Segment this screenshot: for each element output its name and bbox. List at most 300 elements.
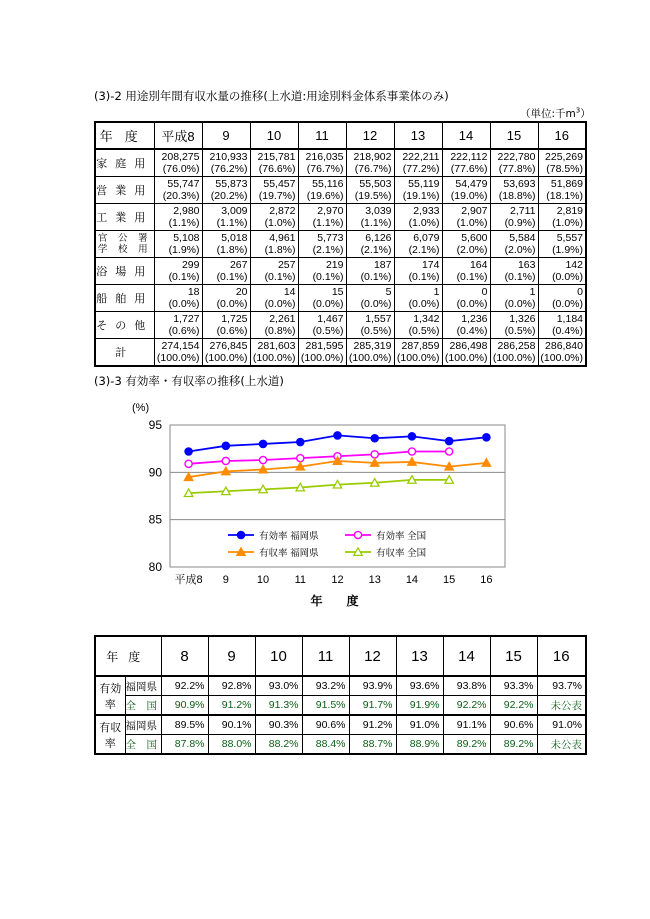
table-row <box>95 177 586 204</box>
table-cell <box>538 339 586 367</box>
cell-percent: (0.5%) <box>408 325 440 337</box>
table-cell <box>154 204 202 231</box>
cell-value: 1,342 <box>413 313 440 325</box>
cell-value: 1,326 <box>509 313 536 325</box>
cell-value: 225,269 <box>545 151 583 163</box>
cell-value: 4,961 <box>269 232 296 244</box>
header-year: 14 <box>442 122 490 149</box>
cell-value: 1,725 <box>221 313 248 325</box>
cell-value: 55,116 <box>312 178 344 190</box>
efficiency-table <box>94 635 587 755</box>
table-cell <box>394 177 442 204</box>
table-cell <box>346 285 394 312</box>
header-year: 12 <box>349 636 396 676</box>
table-cell: 92.2% <box>443 696 490 716</box>
cell-value: 54,479 <box>455 178 488 190</box>
table-row <box>95 204 586 231</box>
cell-percent: (1.1%) <box>216 217 248 229</box>
table-cell <box>394 285 442 312</box>
cell-percent: (1.1%) <box>168 217 200 229</box>
cell-value: 299 <box>181 259 200 271</box>
table-cell: 90.6% <box>302 715 349 735</box>
data-point <box>259 440 266 447</box>
row-label: 計 <box>95 339 154 367</box>
header-year: 13 <box>394 122 442 149</box>
header-year: 11 <box>302 636 349 676</box>
x-tick-label: 11 <box>294 574 306 586</box>
row-label: その他 <box>95 312 154 339</box>
table-cell <box>154 285 202 312</box>
table-cell: 91.3% <box>255 696 302 716</box>
cell-percent: (0.1%) <box>216 271 248 283</box>
cell-value: 1,184 <box>556 313 583 325</box>
cell-percent: (0.0%) <box>456 298 488 310</box>
cell-value: 55,873 <box>215 178 248 190</box>
cell-percent: (2.0%) <box>456 244 488 256</box>
cell-value: 55,747 <box>167 178 200 190</box>
table-cell <box>442 312 490 339</box>
y-tick-label: 90 <box>148 465 162 480</box>
cell-percent: (18.8%) <box>498 190 536 202</box>
table-cell <box>490 339 538 367</box>
data-point <box>371 451 378 458</box>
cell-value: 210,933 <box>209 151 248 163</box>
cell-value: 0 <box>577 286 583 298</box>
y-tick-label: 80 <box>148 560 162 574</box>
cell-percent: (2.1%) <box>312 244 344 256</box>
cell-percent: (19.5%) <box>354 190 392 202</box>
cell-value: 164 <box>469 259 488 271</box>
table-cell <box>394 258 442 285</box>
cell-value: 2,907 <box>461 205 488 217</box>
x-tick-label: 16 <box>480 574 493 586</box>
table-cell: 91.2% <box>208 696 255 716</box>
cell-percent: (20.2%) <box>210 190 248 202</box>
table-cell <box>298 285 346 312</box>
data-point <box>297 455 304 462</box>
table-cell <box>490 231 538 258</box>
data-point <box>297 438 304 445</box>
data-point <box>334 432 341 439</box>
cell-percent: (1.0%) <box>408 217 440 229</box>
table-cell <box>202 177 250 204</box>
cell-percent: (0.0%) <box>264 298 296 310</box>
table-cell <box>154 258 202 285</box>
data-point <box>222 457 229 464</box>
cell-percent: (76.7%) <box>306 163 344 175</box>
cell-value: 55,119 <box>408 178 440 190</box>
table-cell <box>202 285 250 312</box>
cell-percent: (2.1%) <box>408 244 440 256</box>
table-cell: 91.5% <box>302 696 349 716</box>
data-point <box>446 437 453 444</box>
table-cell <box>298 231 346 258</box>
table-cell: 91.0% <box>396 715 443 735</box>
cell-percent: (100.0%) <box>156 352 200 364</box>
cell-percent: (0.9%) <box>504 217 536 229</box>
x-tick-label: 12 <box>331 574 344 586</box>
table-cell <box>202 312 250 339</box>
cell-percent: (0.0%) <box>408 298 440 310</box>
table-cell <box>490 285 538 312</box>
table-cell <box>490 177 538 204</box>
cell-percent: (1.8%) <box>264 244 296 256</box>
table-cell: 93.2% <box>302 676 349 696</box>
cell-value: 222,211 <box>402 151 440 163</box>
table-cell: 88.2% <box>255 735 302 755</box>
data-point <box>259 456 266 463</box>
cell-value: 55,503 <box>359 178 392 190</box>
table-cell: 88.7% <box>349 735 396 755</box>
sub-label: 福岡県 <box>125 676 161 696</box>
table-cell <box>442 258 490 285</box>
table-row <box>95 339 586 367</box>
table-row <box>95 149 586 177</box>
table-cell: 89.5% <box>161 715 208 735</box>
table-cell <box>394 231 442 258</box>
cell-percent: (0.0%) <box>504 298 536 310</box>
header-year: 15 <box>490 122 538 149</box>
table-cell <box>442 231 490 258</box>
unit-label <box>520 106 591 121</box>
table-row <box>95 312 586 339</box>
cell-percent: (0.1%) <box>456 271 488 283</box>
cell-value: 20 <box>235 286 248 298</box>
cell-value: 286,258 <box>497 340 536 352</box>
cell-percent: (0.1%) <box>408 271 440 283</box>
table-cell <box>346 339 394 367</box>
sub-label: 全 国 <box>125 696 161 716</box>
cell-value: 55,457 <box>263 178 296 190</box>
table-cell <box>250 312 298 339</box>
cell-value: 286,840 <box>545 340 583 352</box>
table-cell: 未公表 <box>537 735 586 755</box>
cell-percent: (1.0%) <box>264 217 296 229</box>
row-label-line2: 学 校 用 <box>97 244 152 255</box>
cell-value: 1,557 <box>365 313 392 325</box>
table-cell <box>250 231 298 258</box>
sub-label: 全 国 <box>125 735 161 755</box>
cell-percent: (0.5%) <box>312 325 344 337</box>
table-cell: 未公表 <box>537 696 586 716</box>
cell-percent: (100.0%) <box>204 352 248 364</box>
table-cell <box>202 204 250 231</box>
table-cell: 93.0% <box>255 676 302 696</box>
cell-value: 1,727 <box>173 313 200 325</box>
table-cell: 89.2% <box>490 735 537 755</box>
cell-value: 2,711 <box>510 205 536 217</box>
unit-superscript: 3 <box>575 106 581 115</box>
cell-percent: (76.7%) <box>354 163 392 175</box>
cell-value: 163 <box>517 259 536 271</box>
table-cell: 89.2% <box>443 735 490 755</box>
cell-percent: (0.0%) <box>312 298 344 310</box>
x-tick-label: 10 <box>256 574 270 586</box>
table-cell <box>538 285 586 312</box>
table-cell <box>442 149 490 177</box>
data-point <box>446 448 453 455</box>
table-cell <box>490 258 538 285</box>
table-cell: 93.8% <box>443 676 490 696</box>
table-cell <box>442 285 490 312</box>
cell-value: 216,035 <box>305 151 344 163</box>
cell-value: 2,261 <box>269 313 296 325</box>
y-axis-label: (%) <box>132 402 150 414</box>
cell-value: 5,557 <box>556 232 583 244</box>
table-cell: 88.9% <box>396 735 443 755</box>
cell-percent: (76.6%) <box>258 163 296 175</box>
cell-percent: (100.0%) <box>300 352 344 364</box>
table-cell <box>154 149 202 177</box>
cell-percent: (0.1%) <box>168 271 200 283</box>
table-cell: 93.7% <box>537 676 586 696</box>
table-cell <box>298 339 346 367</box>
header-year: 14 <box>443 636 490 676</box>
table-row <box>95 715 586 735</box>
cell-value: 5,108 <box>173 232 200 244</box>
unit-close: ） <box>580 108 591 120</box>
table-cell: 92.8% <box>208 676 255 696</box>
table-cell <box>346 258 394 285</box>
table-cell <box>250 285 298 312</box>
cell-percent: (0.0%) <box>360 298 392 310</box>
table-cell <box>202 149 250 177</box>
table-cell <box>154 231 202 258</box>
table-cell <box>250 149 298 177</box>
cell-value: 14 <box>283 286 296 298</box>
cell-percent: (0.0%) <box>168 298 200 310</box>
cell-value: 222,780 <box>497 151 536 163</box>
cell-percent: (0.1%) <box>312 271 344 283</box>
cell-percent: (2.0%) <box>504 244 536 256</box>
table-cell <box>394 339 442 367</box>
legend-entry: 有効率 福岡県 <box>259 531 319 542</box>
cell-percent: (77.8%) <box>498 163 536 175</box>
cell-percent: (1.8%) <box>216 244 248 256</box>
usage-volume-table <box>94 121 587 367</box>
cell-value: 274,154 <box>161 340 200 352</box>
table-cell <box>250 204 298 231</box>
cell-value: 142 <box>565 259 583 271</box>
cell-percent: (0.8%) <box>264 325 296 337</box>
cell-value: 281,603 <box>257 340 296 352</box>
table-cell: 91.1% <box>443 715 490 735</box>
cell-value: 187 <box>373 259 392 271</box>
cell-percent: (100.0%) <box>252 352 296 364</box>
table-header-row <box>95 122 586 149</box>
data-point <box>222 442 229 449</box>
group-label: 有収率 <box>95 715 125 754</box>
section-title-usage-volume: (3)-2 用途別年間有収水量の推移(上水道:用途別料金体系事業体のみ) <box>94 89 449 103</box>
table-cell <box>298 312 346 339</box>
cell-value: 53,693 <box>503 178 536 190</box>
table-cell: 90.9% <box>161 696 208 716</box>
cell-value: 5,584 <box>509 232 536 244</box>
cell-value: 267 <box>229 259 248 271</box>
cell-value: 2,872 <box>269 205 296 217</box>
cell-percent: (0.1%) <box>264 271 296 283</box>
cell-value: 0 <box>481 286 488 298</box>
cell-percent: (0.0%) <box>216 298 248 310</box>
table-cell: 91.7% <box>349 696 396 716</box>
table-cell <box>490 204 538 231</box>
x-tick-label: 15 <box>443 574 456 586</box>
table-cell <box>250 339 298 367</box>
table-cell <box>202 231 250 258</box>
table-cell <box>538 177 586 204</box>
cell-percent: (18.1%) <box>546 190 583 202</box>
table-cell: 92.2% <box>161 676 208 696</box>
header-year-label: 年度 <box>95 636 161 676</box>
table-row <box>95 285 586 312</box>
cell-percent: (0.0%) <box>552 271 583 283</box>
cell-percent: (1.0%) <box>552 217 583 229</box>
cell-percent: (100.0%) <box>348 352 392 364</box>
table-cell <box>298 149 346 177</box>
cell-value: 2,980 <box>173 205 200 217</box>
data-point <box>185 448 192 455</box>
cell-value: 208,275 <box>161 151 200 163</box>
cell-value: 5 <box>385 286 392 298</box>
table-cell <box>442 339 490 367</box>
table-cell <box>538 231 586 258</box>
cell-percent: (1.9%) <box>552 244 583 256</box>
table-cell <box>298 258 346 285</box>
cell-percent: (0.6%) <box>168 325 200 337</box>
cell-percent: (0.5%) <box>360 325 392 337</box>
cell-value: 1 <box>529 286 536 298</box>
cell-value: 2,970 <box>317 205 344 217</box>
cell-value: 174 <box>421 259 440 271</box>
legend-entry: 有収率 福岡県 <box>259 548 319 559</box>
table-row <box>95 735 586 755</box>
cell-percent: (20.3%) <box>162 190 200 202</box>
table-cell: 91.2% <box>349 715 396 735</box>
cell-percent: (0.0%) <box>552 298 583 310</box>
cell-percent: (0.4%) <box>552 325 583 337</box>
cell-value: 5,018 <box>221 232 248 244</box>
table-cell: 88.4% <box>302 735 349 755</box>
header-year-label: 年度 <box>95 122 154 149</box>
cell-percent: (0.1%) <box>360 271 392 283</box>
cell-value: 18 <box>187 286 200 298</box>
header-year: 15 <box>490 636 537 676</box>
cell-percent: (77.2%) <box>402 163 440 175</box>
row-label: 営業用 <box>95 177 154 204</box>
y-tick-label: 85 <box>148 512 162 527</box>
header-year: 12 <box>346 122 394 149</box>
cell-value: 5,773 <box>317 232 344 244</box>
table-cell <box>442 204 490 231</box>
table-row <box>95 696 586 716</box>
row-label: 家庭用 <box>95 149 154 177</box>
data-point <box>483 434 490 441</box>
table-cell: 90.1% <box>208 715 255 735</box>
table-cell <box>538 149 586 177</box>
table-cell <box>202 258 250 285</box>
data-point <box>371 435 378 442</box>
cell-value: 257 <box>277 259 296 271</box>
cell-value: 286,498 <box>449 340 488 352</box>
table-cell <box>250 258 298 285</box>
table-cell <box>394 312 442 339</box>
cell-percent: (76.0%) <box>162 163 200 175</box>
table-cell: 87.8% <box>161 735 208 755</box>
table-row <box>95 676 586 696</box>
row-label-line1: 官 公 署 <box>97 233 152 244</box>
table-cell <box>490 312 538 339</box>
x-tick-label: 9 <box>222 574 229 586</box>
cell-value: 1,236 <box>461 313 488 325</box>
cell-value: 3,009 <box>221 205 248 217</box>
cell-percent: (77.6%) <box>450 163 488 175</box>
cell-percent: (76.2%) <box>210 163 248 175</box>
efficiency-line-chart <box>110 395 550 620</box>
table-cell: 93.3% <box>490 676 537 696</box>
cell-percent: (78.5%) <box>546 163 583 175</box>
table-cell <box>202 339 250 367</box>
data-point <box>408 448 415 455</box>
x-tick-label: 14 <box>405 574 419 586</box>
cell-value: 51,869 <box>550 178 583 190</box>
group-label: 有効率 <box>95 676 125 715</box>
row-label <box>95 231 154 258</box>
cell-percent: (1.1%) <box>360 217 392 229</box>
table-cell <box>538 312 586 339</box>
unit-text: （単位:千m <box>520 108 576 120</box>
cell-value: 1 <box>433 286 440 298</box>
row-label: 工業用 <box>95 204 154 231</box>
cell-value: 218,902 <box>353 151 392 163</box>
legend-marker <box>237 531 244 538</box>
header-year: 9 <box>202 122 250 149</box>
table-cell <box>394 204 442 231</box>
table-cell <box>154 339 202 367</box>
table-cell: 90.6% <box>490 715 537 735</box>
cell-percent: (0.6%) <box>216 325 248 337</box>
table-cell <box>346 177 394 204</box>
header-year: 11 <box>298 122 346 149</box>
cell-percent: (100.0%) <box>396 352 440 364</box>
cell-value: 15 <box>331 286 344 298</box>
row-label: 船舶用 <box>95 285 154 312</box>
table-cell <box>346 204 394 231</box>
table-cell: 91.0% <box>537 715 586 735</box>
table-cell: 90.3% <box>255 715 302 735</box>
cell-value: 222,112 <box>450 151 488 163</box>
cell-value: 276,845 <box>209 340 248 352</box>
cell-percent: (100.0%) <box>444 352 488 364</box>
cell-value: 2,933 <box>413 205 440 217</box>
header-year: 9 <box>208 636 255 676</box>
legend-marker <box>354 531 361 538</box>
cell-percent: (19.0%) <box>450 190 488 202</box>
cell-percent: (19.6%) <box>306 190 344 202</box>
table-cell <box>298 177 346 204</box>
table-header-row <box>95 636 586 676</box>
x-axis-label: 年 度 <box>310 594 365 608</box>
table-row <box>95 231 586 258</box>
table-row <box>95 258 586 285</box>
table-cell <box>346 231 394 258</box>
table-cell <box>538 204 586 231</box>
cell-value: 1,467 <box>317 313 344 325</box>
table-cell: 93.6% <box>396 676 443 696</box>
table-cell <box>346 312 394 339</box>
y-tick-label: 95 <box>148 418 162 432</box>
table-cell: 93.9% <box>349 676 396 696</box>
cell-value: 285,319 <box>353 340 392 352</box>
